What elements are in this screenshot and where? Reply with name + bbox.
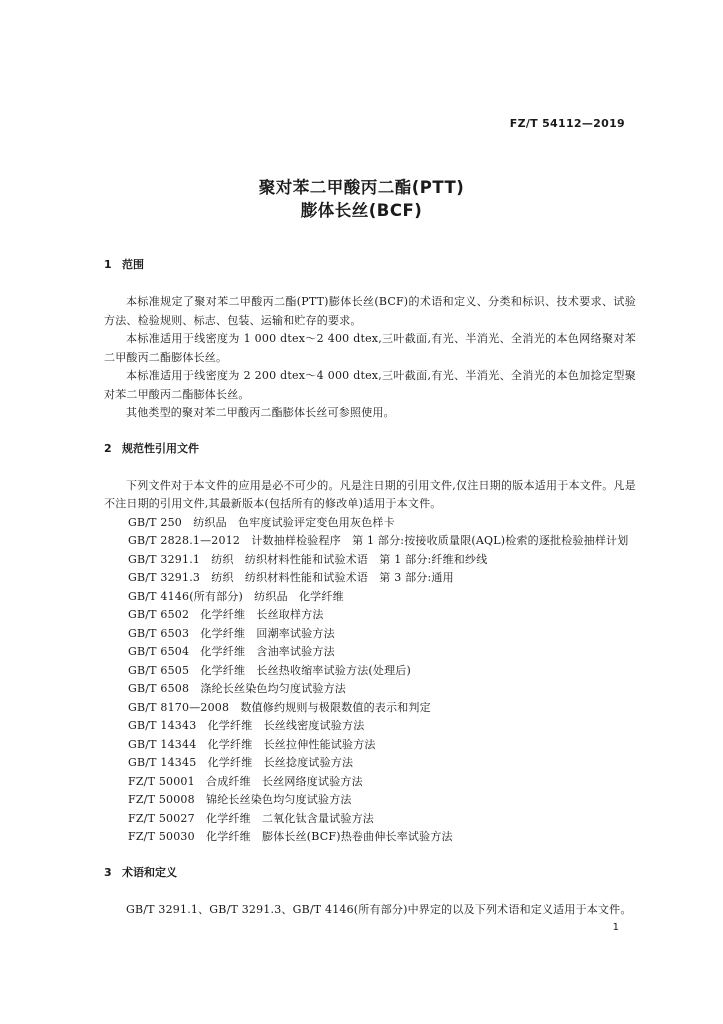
section-title: 规范性引用文件	[122, 441, 199, 455]
section-3-heading	[104, 864, 636, 881]
reference-item: GB/T 6502 化学纤维 长丝取样方法	[128, 608, 324, 621]
reference-item: GB/T 250 纺织品 色牢度试验评定变色用灰色样卡	[128, 515, 395, 529]
reference-item: GB/T 8170—2008 数值修约规则与极限数值的表示和判定	[128, 700, 431, 714]
reference-item: FZ/T 50001 合成纤维 长丝网络度试验方法	[128, 774, 363, 788]
document-body	[104, 256, 636, 919]
reference-item: GB/T 3291.1 纺织 纺织材料性能和试验术语 第 1 部分:纤维和纱线	[128, 552, 488, 566]
title-line-2: 膨体长丝(BCF)	[300, 201, 423, 220]
paragraph: 其他类型的聚对苯二甲酸丙二酯膨体长丝可参照使用。	[126, 406, 395, 419]
reference-item: FZ/T 50027 化学纤维 二氧化钛含量试验方法	[128, 811, 375, 825]
section-number: 2	[104, 441, 112, 455]
reference-item: GB/T 6504 化学纤维 含油率试验方法	[128, 645, 335, 658]
paragraph: GB/T 3291.1、GB/T 3291.3、GB/T 4146(所有部分)中界定的以及下列术语和定义适用于本文件。	[126, 902, 632, 916]
paragraph: 本标准适用于线密度为 2 200 dtex～4 000 dtex,三叶截面,有光、半消光、全消光的本色加捻定型聚对苯二甲酸丙二酯膨体长丝。	[104, 369, 636, 401]
reference-item: GB/T 6505 化学纤维 长丝热收缩率试验方法(处理后)	[128, 663, 411, 677]
reference-item: GB/T 14344 化学纤维 长丝拉伸性能试验方法	[128, 737, 376, 751]
reference-item: GB/T 14343 化学纤维 长丝线密度试验方法	[128, 719, 365, 732]
document-title	[0, 176, 723, 222]
paragraph: 本标准规定了聚对苯二甲酸丙二酯(PTT)膨体长丝(BCF)的术语和定义、分类和标识、技术要求、试验方法、检验规则、标志、包装、运输和贮存的要求。	[104, 295, 636, 327]
section-1-heading	[104, 256, 636, 273]
reference-item: FZ/T 50008 锦纶长丝染色均匀度试验方法	[128, 793, 352, 806]
paragraph: 本标准适用于线密度为 1 000 dtex～2 400 dtex,三叶截面,有光、半消光、全消光的本色网络聚对苯二甲酸丙二酯膨体长丝。	[104, 332, 636, 364]
reference-item: GB/T 4146(所有部分) 纺织品 化学纤维	[128, 589, 344, 603]
title-line-1: 聚对苯二甲酸丙二酯(PTT)	[258, 178, 465, 197]
paragraph: 下列文件对于本文件的应用是必不可少的。凡是注日期的引用文件,仅注日期的版本适用于本文件。凡是不注日期的引用文件,其最新版本(包括所有的修改单)适用于本文件。	[104, 478, 636, 510]
reference-item: GB/T 3291.3 纺织 纺织材料性能和试验术语 第 3 部分:通用	[128, 571, 454, 584]
section-title: 术语和定义	[122, 865, 177, 879]
section-2-heading	[104, 440, 636, 457]
reference-item: GB/T 2828.1—2012 计数抽样检验程序 第 1 部分:按接收质量限(AQL)检索的逐批检验抽样计划	[128, 534, 629, 547]
page-number: 1	[612, 922, 619, 933]
section-number: 1	[104, 258, 112, 271]
reference-item: GB/T 6508 涤纶长丝染色均匀度试验方法	[128, 682, 347, 695]
section-number: 3	[104, 865, 112, 879]
document-code: FZ/T 54112—2019	[509, 117, 625, 130]
reference-item: FZ/T 50030 化学纤维 膨体长丝(BCF)热卷曲伸长率试验方法	[128, 830, 453, 843]
reference-item: GB/T 14345 化学纤维 长丝捻度试验方法	[128, 756, 354, 769]
section-title: 范围	[122, 258, 144, 271]
reference-item: GB/T 6503 化学纤维 回潮率试验方法	[128, 626, 335, 640]
